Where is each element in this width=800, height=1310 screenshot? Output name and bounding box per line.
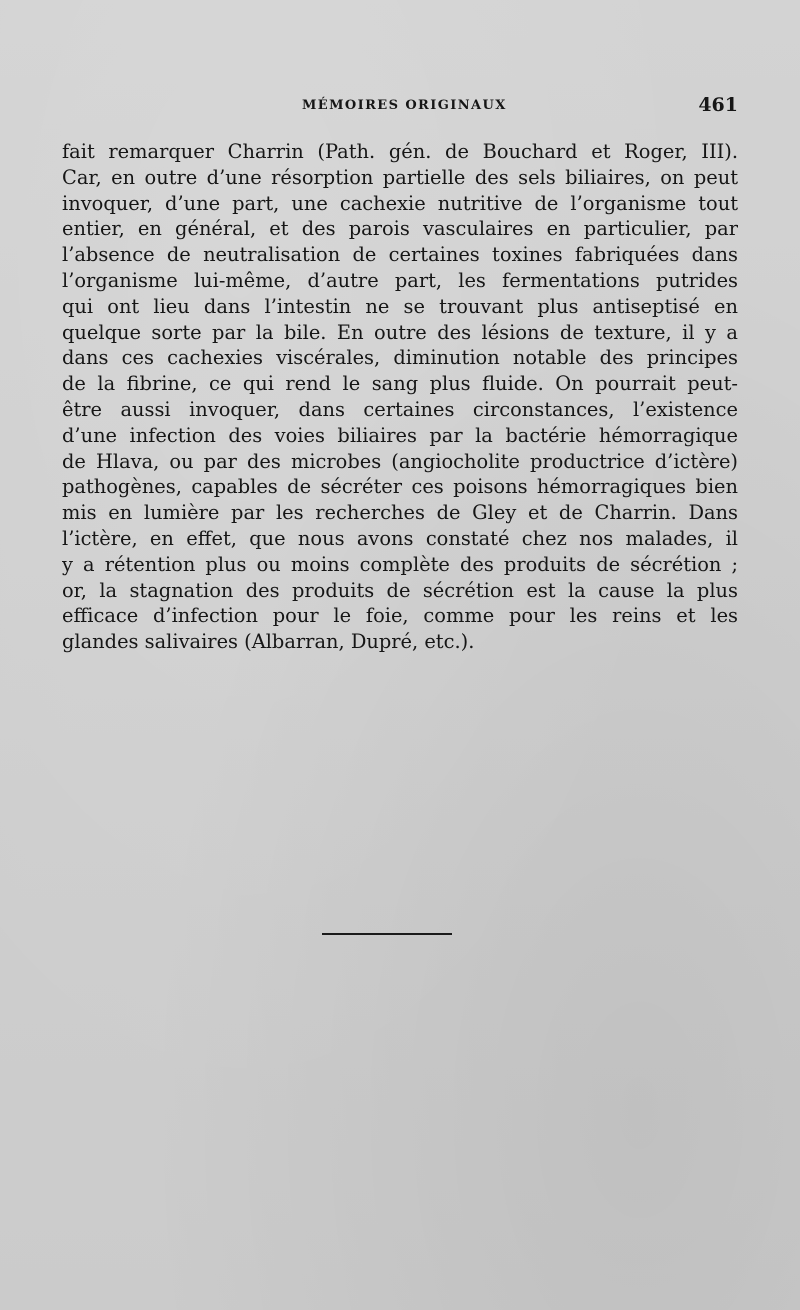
text-line: y a rétention plus ou moins complète des produits de sécrétion ; xyxy=(62,552,738,576)
text-line: être aussi invoquer, dans certaines circonstances, l’existence xyxy=(62,397,738,421)
section-end-rule xyxy=(322,933,452,935)
text-line: fait remarquer Charrin (Path. gén. de Bouchard et Roger, III). xyxy=(62,140,738,163)
text-line: dans ces cachexies viscérales, diminution notable des principes xyxy=(62,346,738,370)
running-head: MÉMOIRES ORIGINAUX xyxy=(302,98,507,113)
text-line: mis en lumière par les recherches de Gley et de Charrin. Dans xyxy=(62,501,738,525)
text-line: l’organisme lui-même, d’autre part, les fermentations putrides xyxy=(62,268,738,292)
text-line: d’une infection des voies biliaires par la bactérie hémorragique xyxy=(62,423,738,447)
text-line: or, la stagnation des produits de sécrétion est la cause la plus xyxy=(62,578,738,602)
text-line: l’absence de neutralisation de certaines toxines fabriquées dans xyxy=(62,243,738,267)
page-number: 461 xyxy=(698,94,738,116)
text-line: invoquer, d’une part, une cachexie nutritive de l’organisme tout xyxy=(62,191,738,215)
text-line: entier, en général, et des parois vasculaires en particulier, par xyxy=(62,217,738,241)
text-line: efficace d’infection pour le foie, comme pour les reins et les xyxy=(62,604,738,628)
page-header xyxy=(62,94,738,120)
text-line: quelque sorte par la bile. En outre des lésions de texture, il y a xyxy=(62,320,738,344)
text-line: Car, en outre d’une résorption partielle des sels biliaires, on peut xyxy=(62,165,738,189)
text-line: glandes salivaires (Albarran, Dupré, etc.). xyxy=(62,630,475,654)
text-line: de Hlava, ou par des microbes (angiocholite productrice d’ictère) xyxy=(62,449,738,473)
text-line: l’ictère, en effet, que nous avons constaté chez nos malades, il xyxy=(62,526,738,550)
text-line: pathogènes, capables de sécréter ces poisons hémorragiques bien xyxy=(62,475,738,499)
text-line: qui ont lieu dans l’intestin ne se trouvant plus antiseptisé en xyxy=(62,294,738,318)
body-paragraph xyxy=(62,139,738,655)
text-line: de la fibrine, ce qui rend le sang plus fluide. On pourrait peut- xyxy=(62,372,738,396)
